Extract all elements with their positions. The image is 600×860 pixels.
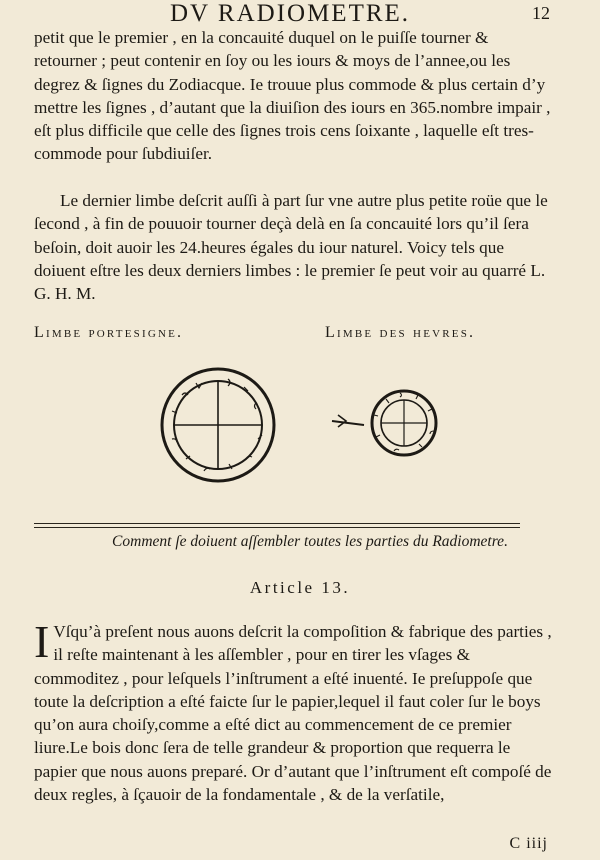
page-number: 12 (532, 3, 550, 23)
rule-top (34, 523, 520, 524)
figure-label-portesigne: Limbe portesigne. (34, 324, 184, 341)
section-caption: Comment ſe doiuent aſſembler toutes les parties du Radiometre. (112, 533, 508, 550)
paragraph-1: petit que le premier , en la concauité duquel on le puiſſe tourner & retourner ; peut contenir en ſoy ou les iours & moys de l’annee,ou les degrez & ſignes du Zodiacque. Ie trouue plus commode & plus certain d’y mettre les ſignes , d’autant que la diuiſion des iours en 365.nombre impair , eſt plus difficile que celle des ſignes trois cens ſoixante , laquelle eſt tres-commode pour ſubdiuiſer. (34, 28, 551, 164)
limbe-heures-figure (330, 385, 446, 455)
limbe-portesigne-figure (158, 365, 278, 485)
paragraph-2: Le dernier limbe deſcrit auſſi à part ſur vne autre plus petite roüe que le ſecond , à fin de pouuoir tourner deçà delà en ſa concauité lors qu’il ſera beſoin, doit auoir les 24.heures égales du iour naturel. Voicy tels que doiuent eſtre les deux derniers limbes : le premier ſe peut voir au quarré L. G. H. M. (34, 191, 548, 304)
paragraph-3 (34, 616, 554, 806)
paragraph-3-text: Vſqu’à preſent nous auons deſcrit la compoſition & fabrique des parties , il reſte maintenant à les aſſembler , pour en tirer les vſages & commoditez , pour leſquels l’inſtrument a eſté inuenté. Ie preſuppoſe que toute la deſcription a eſté faicte ſur le papier,lequel il faut coler ſur le boys qu’on aura choiſy,comme a eſté dict au commencement de ce premier liure.Le bois donc ſera de telle grandeur & proportion que requerra le papier que nous auons preparé. Or d’autant que l’inſtrument eſt compoſé de deux regles, à ſçauoir de la fondamentale , & de la verſatile, (34, 622, 552, 805)
signature-mark: C iiij (509, 835, 548, 852)
rule-bottom (34, 527, 520, 528)
drop-cap: I (34, 616, 50, 667)
running-title: DV RADIOMETRE. (170, 0, 411, 27)
figure-label-heures: Limbe des hevres. (325, 324, 476, 341)
article-heading: Article 13. (249, 578, 351, 597)
running-head (0, 0, 600, 28)
